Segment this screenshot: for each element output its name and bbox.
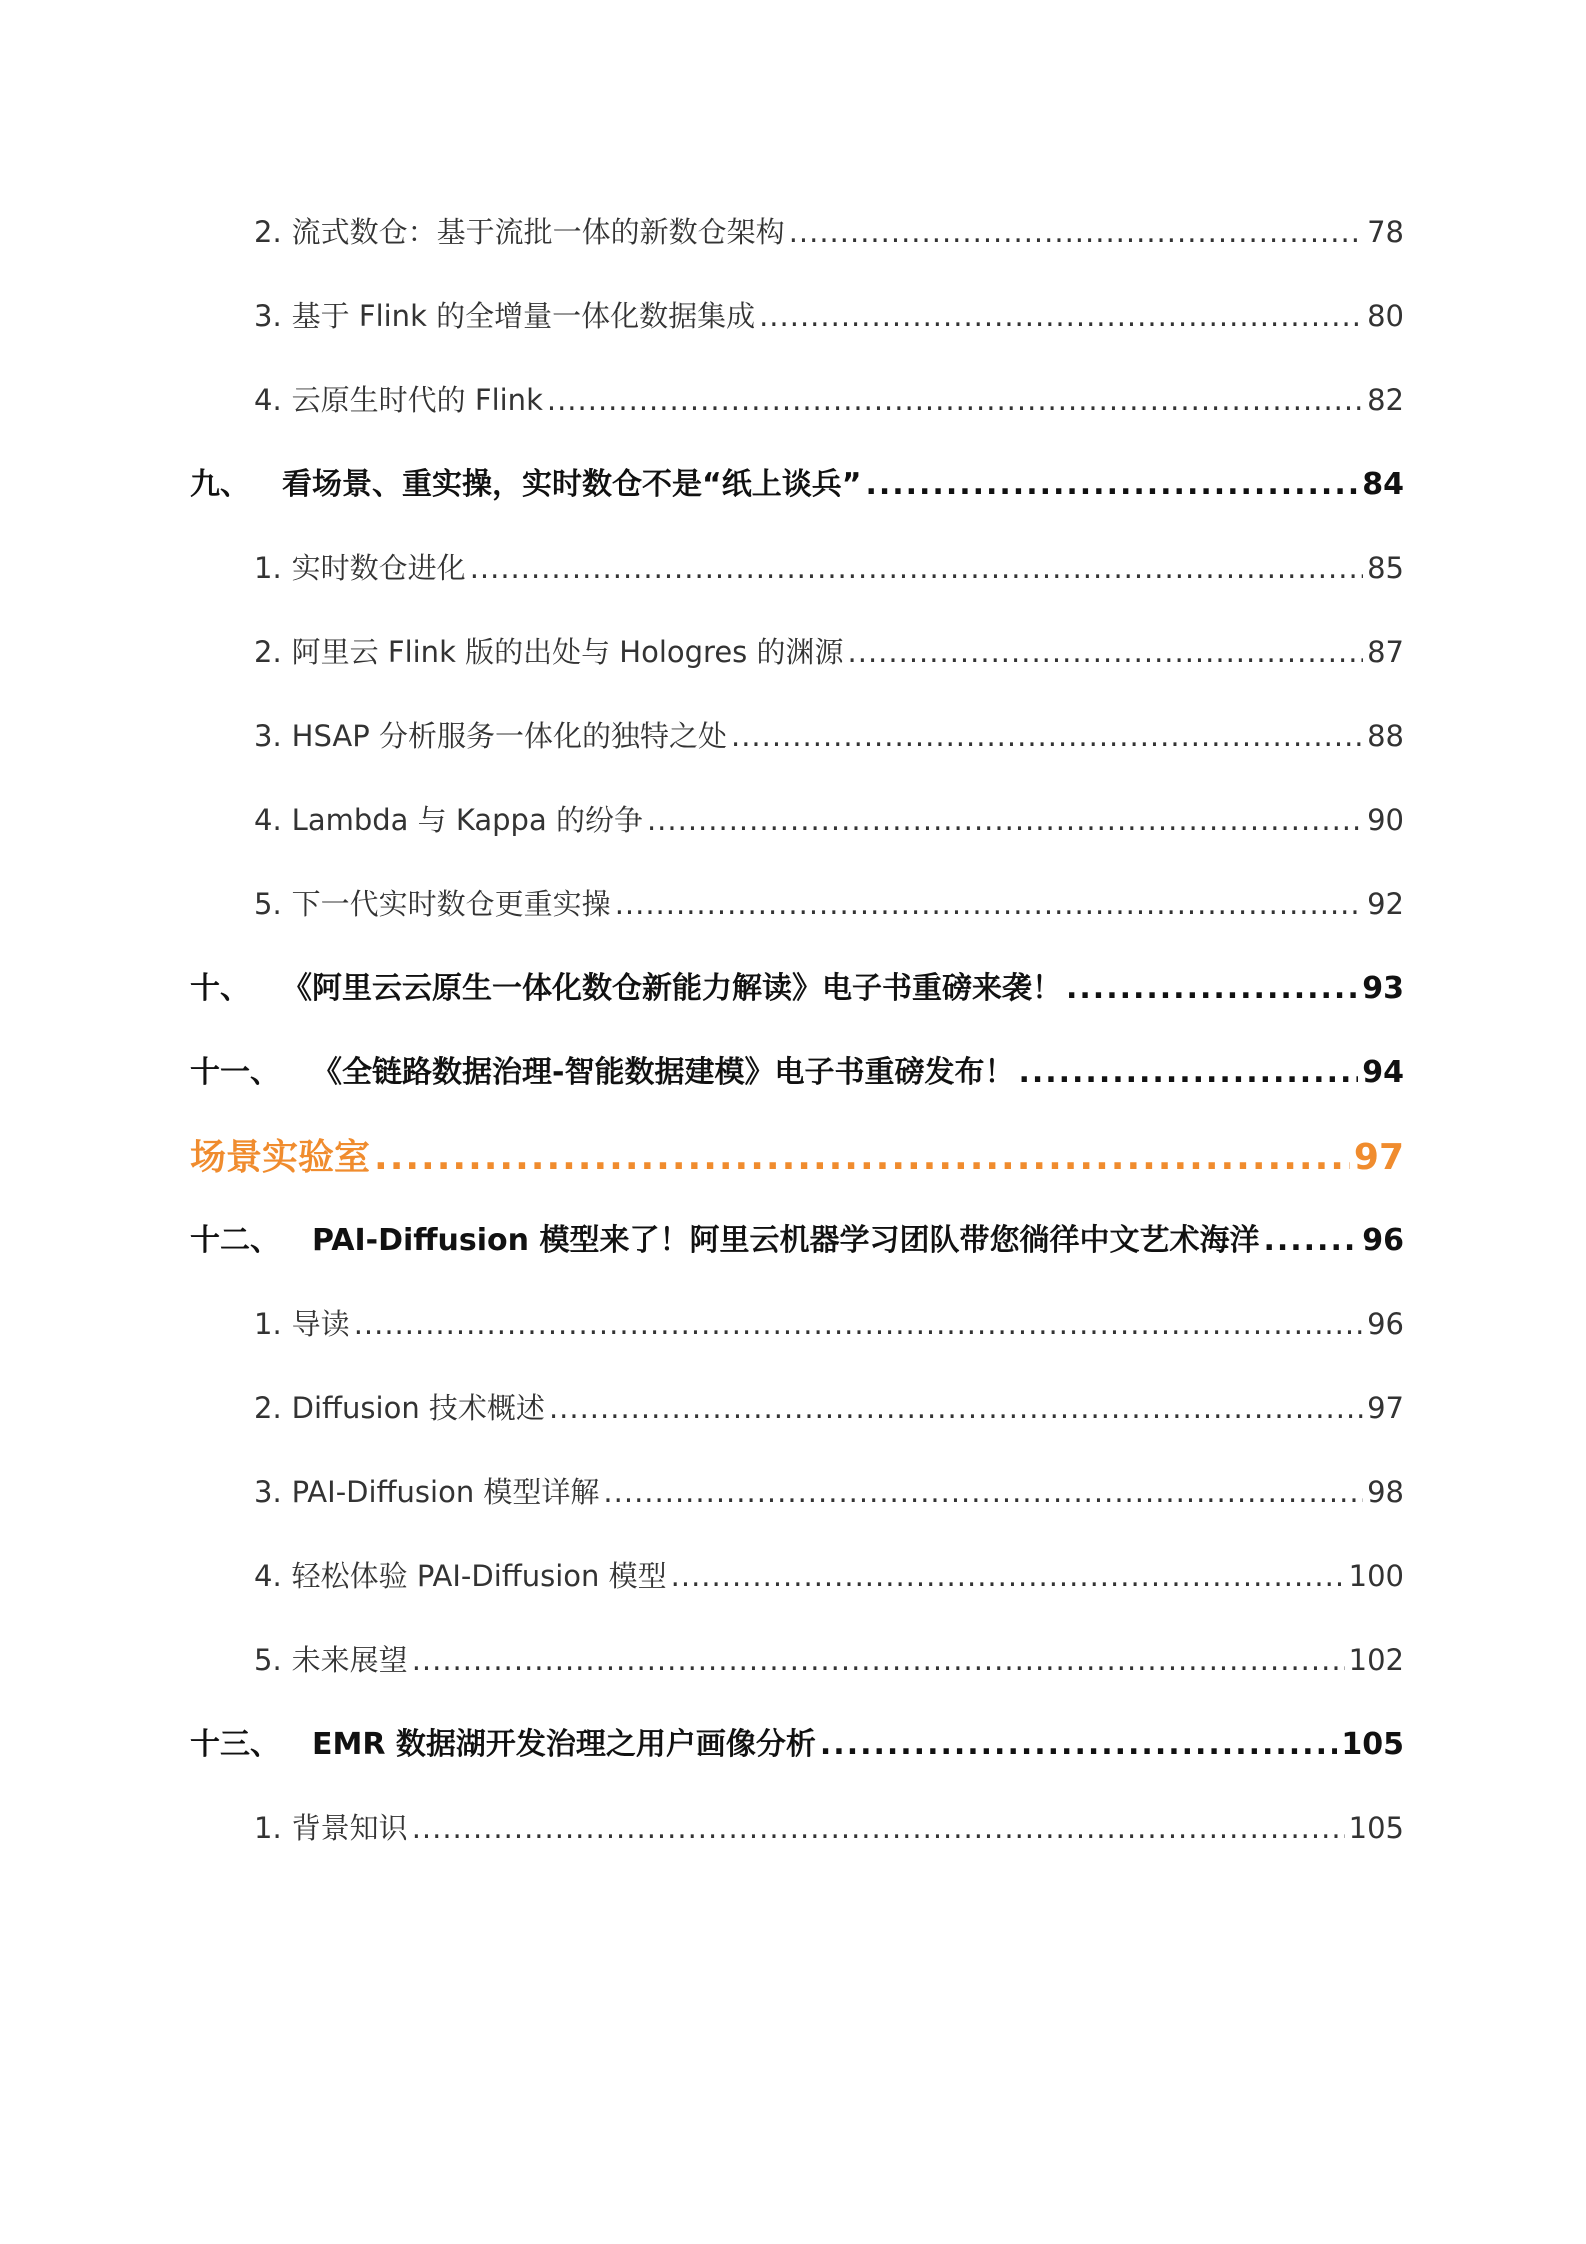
toc-chapter-entry[interactable] [190, 966, 1404, 1012]
entry-number: 1. [254, 551, 282, 585]
chapter-title: EMR 数据湖开发治理之用户画像分析 [312, 1727, 816, 1762]
dot-leader [547, 378, 1363, 422]
entry-page-number: 100 [1348, 1559, 1404, 1593]
dot-leader [647, 798, 1363, 842]
chapter-page-number: 84 [1362, 467, 1404, 502]
dot-leader [1263, 1218, 1358, 1264]
toc-chapter-entry[interactable] [190, 1722, 1404, 1768]
entry-title: HSAP 分析服务一体化的独特之处 [291, 719, 727, 753]
toc-entry[interactable] [254, 882, 1404, 926]
entry-number: 3. [254, 719, 282, 753]
dot-leader [671, 1554, 1345, 1598]
toc-entry[interactable] [254, 210, 1404, 254]
chapter-page-number: 94 [1362, 1055, 1404, 1090]
entry-page-number: 97 [1367, 1391, 1404, 1425]
entry-title: 背景知识 [291, 1811, 408, 1845]
dot-leader [1066, 966, 1358, 1012]
entry-title: 实时数仓进化 [291, 551, 466, 585]
entry-number: 4. [254, 1559, 282, 1593]
entry-page-number: 96 [1367, 1307, 1404, 1341]
entry-title: 导读 [291, 1307, 350, 1341]
entry-number: 3. [254, 1475, 282, 1509]
chapter-title: 看场景、重实操，实时数仓不是“纸上谈兵” [282, 467, 862, 502]
entry-title: 轻松体验 PAI-Diffusion 模型 [291, 1559, 667, 1593]
entry-number: 1. [254, 1307, 282, 1341]
toc-entry[interactable] [254, 1386, 1404, 1430]
toc-entry[interactable] [254, 1302, 1404, 1346]
entry-number: 2. [254, 1391, 282, 1425]
dot-leader [412, 1806, 1345, 1850]
chapter-page-number: 93 [1362, 971, 1404, 1006]
entry-number: 5. [254, 887, 282, 921]
entry-page-number: 85 [1367, 551, 1404, 585]
dot-leader [603, 1470, 1363, 1514]
entry-page-number: 88 [1367, 719, 1404, 753]
entry-title: 流式数仓：基于流批一体的新数仓架构 [291, 215, 785, 249]
toc-entry[interactable] [254, 546, 1404, 590]
dot-leader [354, 1302, 1363, 1346]
chapter-title: 《全链路数据治理-智能数据建模》电子书重磅发布！ [312, 1055, 1015, 1090]
entry-number: 4. [254, 803, 282, 837]
entry-page-number: 90 [1367, 803, 1404, 837]
part-page-number: 97 [1353, 1137, 1404, 1178]
entry-number: 3. [254, 299, 282, 333]
chapter-page-number: 105 [1341, 1727, 1404, 1762]
chapter-page-number: 96 [1362, 1223, 1404, 1258]
dot-leader [759, 294, 1363, 338]
dot-leader [1018, 1050, 1358, 1096]
entry-title: 基于 Flink 的全增量一体化数据集成 [291, 299, 756, 333]
chapter-number: 十一、 [190, 1055, 280, 1090]
toc-entry[interactable] [254, 1554, 1404, 1598]
toc-entry[interactable] [254, 378, 1404, 422]
dot-leader [374, 1132, 1350, 1184]
toc-entry[interactable] [254, 630, 1404, 674]
toc-chapter-entry[interactable] [190, 1050, 1404, 1096]
entry-page-number: 92 [1367, 887, 1404, 921]
entry-page-number: 105 [1348, 1811, 1404, 1845]
toc-chapter-entry[interactable] [190, 1218, 1404, 1264]
entry-page-number: 80 [1367, 299, 1404, 333]
entry-page-number: 87 [1367, 635, 1404, 669]
toc-entry[interactable] [254, 1806, 1404, 1850]
entry-title: 云原生时代的 Flink [291, 383, 543, 417]
entry-title: Diffusion 技术概述 [291, 1391, 545, 1425]
entry-number: 2. [254, 635, 282, 669]
dot-leader [820, 1722, 1337, 1768]
toc-entry[interactable] [254, 1470, 1404, 1514]
toc-part-entry[interactable] [190, 1132, 1404, 1184]
entry-page-number: 82 [1367, 383, 1404, 417]
chapter-number: 九、 [190, 467, 250, 502]
entry-title: 下一代实时数仓更重实操 [291, 887, 611, 921]
entry-page-number: 102 [1348, 1643, 1404, 1677]
dot-leader [731, 714, 1363, 758]
entry-title: Lambda 与 Kappa 的纷争 [291, 803, 643, 837]
entry-page-number: 78 [1367, 215, 1404, 249]
chapter-title: PAI-Diffusion 模型来了！阿里云机器学习团队带您徜徉中文艺术海洋 [312, 1223, 1260, 1258]
part-title: 场景实验室 [190, 1137, 371, 1178]
chapter-title: 《阿里云云原生一体化数仓新能力解读》电子书重磅来袭！ [282, 971, 1062, 1006]
chapter-number: 十三、 [190, 1727, 280, 1762]
toc-entry[interactable] [254, 714, 1404, 758]
entry-title: 阿里云 Flink 版的出处与 Hologres 的渊源 [291, 635, 844, 669]
toc-entry[interactable] [254, 1638, 1404, 1682]
toc-chapter-entry[interactable] [190, 462, 1404, 508]
dot-leader [549, 1386, 1363, 1430]
entry-number: 5. [254, 1643, 282, 1677]
dot-leader [412, 1638, 1345, 1682]
entry-number: 4. [254, 383, 282, 417]
entry-page-number: 98 [1367, 1475, 1404, 1509]
dot-leader [865, 462, 1358, 508]
entry-number: 2. [254, 215, 282, 249]
dot-leader [789, 210, 1363, 254]
entry-title: 未来展望 [291, 1643, 408, 1677]
toc-entry[interactable] [254, 798, 1404, 842]
dot-leader [848, 630, 1364, 674]
dot-leader [615, 882, 1363, 926]
chapter-number: 十二、 [190, 1223, 280, 1258]
toc-entry[interactable] [254, 294, 1404, 338]
entry-title: PAI-Diffusion 模型详解 [291, 1475, 600, 1509]
chapter-number: 十、 [190, 971, 250, 1006]
dot-leader [470, 546, 1363, 590]
entry-number: 1. [254, 1811, 282, 1845]
